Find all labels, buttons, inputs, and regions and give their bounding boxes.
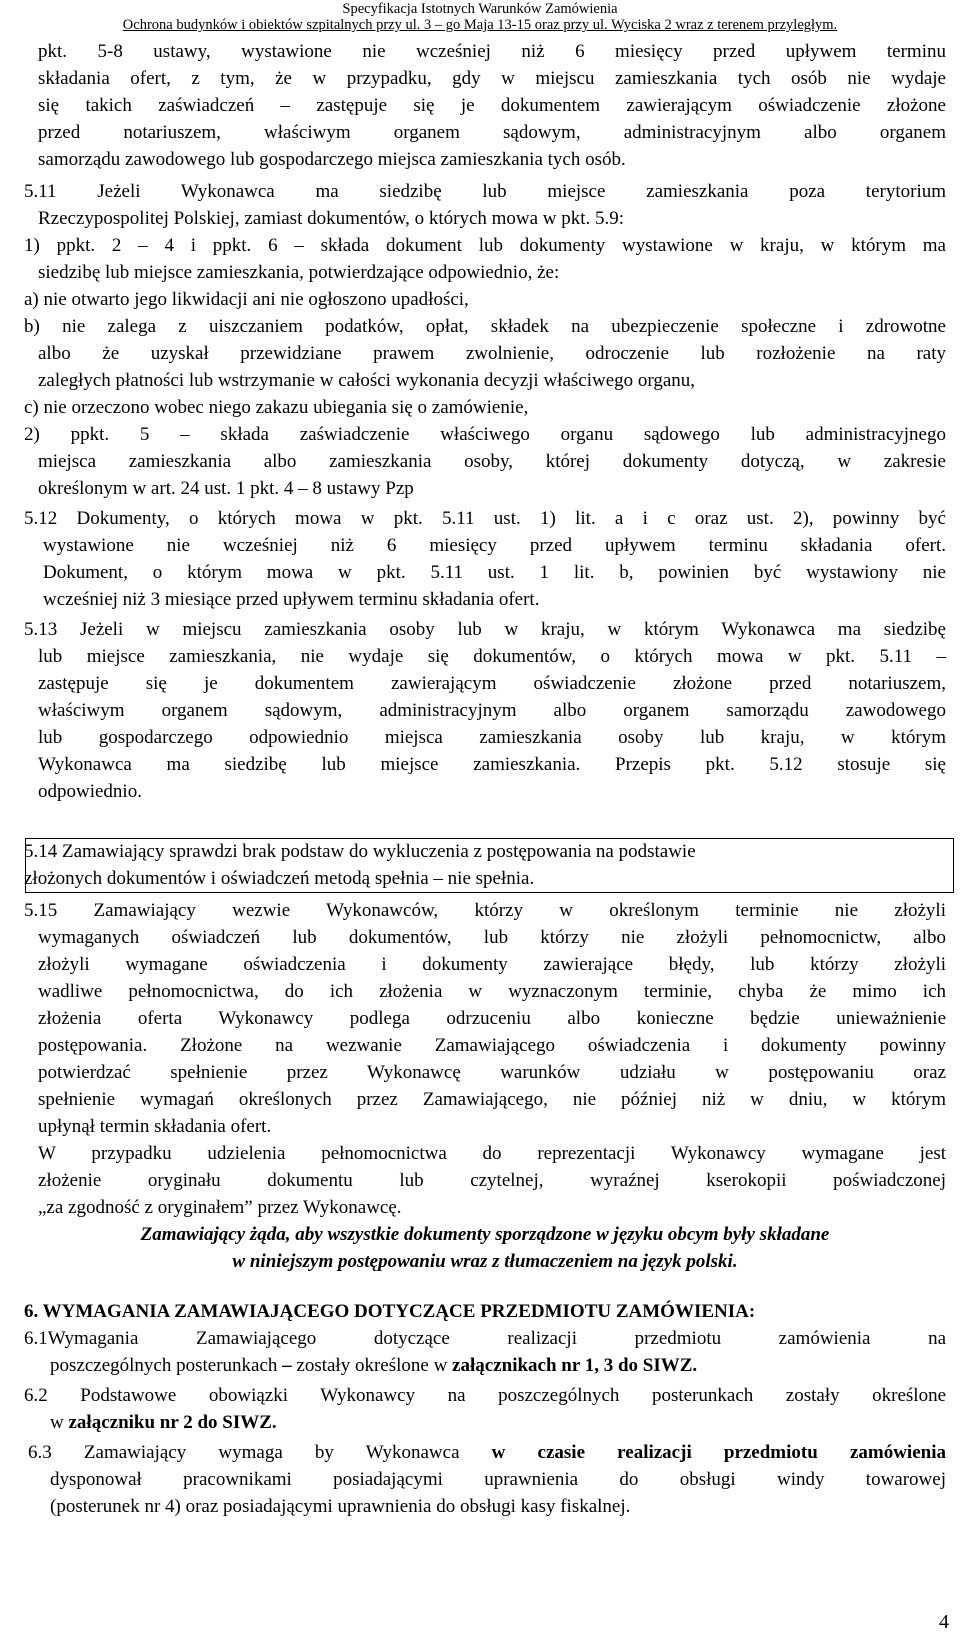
text-line: wcześniej niż 3 miesiące przed upływem terminu składania ofert. [43,589,540,610]
page-number: 4 [939,1611,949,1633]
text-line: zaległych płatności lub wstrzymanie w całości wykonania decyzji właściwego organu, [38,370,696,391]
text-line: Rzeczypospolitej Polskiej, zamiast dokumentów, o których mowa w pkt. 5.9: [38,208,625,229]
text-line: zastępuje się je dokumentem zawierającym oświadczenie złożone przed notariuszem, [38,673,946,694]
text-line: 5.11 Jeżeli Wykonawca ma siedzibę lub miejsce zamieszkania poza terytorium [24,181,946,202]
text-line: złożenia oferta Wykonawcy podlega odrzuceniu albo konieczne będzie unieważnienie [38,1008,946,1029]
text-line: 6.2 Podstawowe obowiązki Wykonawcy na poszczególnych posterunkach zostały określone [24,1385,946,1406]
text-line: 6.3 Zamawiający wymaga by Wykonawca w czasie realizacji przedmiotu zamówienia [28,1442,946,1463]
text-line: właściwym organem sądowym, administracyjnym albo organem samorządu zawodowego [38,700,946,721]
text-line: potwierdzać spełnienie przez Wykonawcę warunków udziału w postępowaniu oraz [38,1062,946,1083]
text-line: dysponował pracownikami posiadającymi uprawnienia do obsługi windy towarowej [50,1469,946,1490]
text-line: 5.14 Zamawiający sprawdzi brak podstaw do wykluczenia z postępowania na podstawie [24,841,696,862]
text-line: Dokument, o którym mowa w pkt. 5.11 ust. 1 lit. b, powinien być wystawiony nie [43,562,946,583]
text-line: złożyli wymagane oświadczenia i dokumenty zawierające błędy, lub którzy złożyli [38,954,946,975]
text-line: lub miejsce zamieszkania, nie wydaje się dokumentów, o których mowa w pkt. 5.11 – [38,646,946,667]
text-line: 5.12 Dokumenty, o których mowa w pkt. 5.11 ust. 1) lit. a i c oraz ust. 2), powinny być [24,508,946,529]
text-line: składania ofert, z tym, że w przypadku, gdy w miejscu zamieszkania tych osób nie wydaje [38,68,946,89]
text-line: lub gospodarczego odpowiednio miejsca zamieszkania osoby lub kraju, w którym [38,727,946,748]
text-line: 5.13 Jeżeli w miejscu zamieszkania osoby lub w kraju, w którym Wykonawca ma siedzibę [24,619,946,640]
text-line: złożonych dokumentów i oświadczeń metodą spełnia – nie spełnia. [24,868,535,889]
emphasis-line: w niniejszym postępowaniu wraz z tłumaczeniem na język polski. [232,1251,738,1272]
text-line: spełnienie wymagań określonych przez Zamawiającego, nie później niż w dniu, w którym [38,1089,946,1110]
text-line: 1) ppkt. 2 – 4 i ppkt. 6 – składa dokument lub dokumenty wystawione w kraju, w którym ma [24,235,946,256]
emphasis-line: Zamawiający żąda, aby wszystkie dokumenty sporządzone w języku obcym były składane [140,1224,830,1245]
text-line: Wykonawca ma siedzibę lub miejsce zamieszkania. Przepis pkt. 5.12 stosuje się [38,754,946,775]
text-line: 6.1Wymagania Zamawiającego dotyczące realizacji przedmiotu zamówienia na [24,1328,946,1349]
text-line: postępowania. Złożone na wezwanie Zamawiającego oświadczenia i dokumenty powinny [38,1035,946,1056]
text-line: miejsca zamieszkania albo zamieszkania osoby, której dokumenty dotyczą, w zakresie [38,451,946,472]
text-line: przed notariuszem, właściwym organem sądowym, administracyjnym albo organem [38,122,946,143]
text-line: (posterunek nr 4) oraz posiadającymi uprawnienia do obsługi kasy fiskalnej. [50,1496,631,1517]
text-line: wadliwe pełnomocnictwa, do ich złożenia w wyznaczonym terminie, chyba że mimo ich [38,981,946,1002]
text-line: pkt. 5-8 ustawy, wystawione nie wcześniej niż 6 miesięcy przed upływem terminu [38,41,946,62]
text-line: poszczególnych posterunkach – zostały określone w załącznikach nr 1, 3 do SIWZ. [50,1355,698,1376]
text-line: c) nie orzeczono wobec niego zakazu ubiegania się o zamówienie, [24,397,529,418]
text-line: b) nie zalega z uiszczaniem podatków, opłat, składek na ubezpieczenie społeczne i zdrowotne [24,316,946,337]
text-line: odpowiednio. [38,781,142,802]
text-line: siedzibę lub miejsce zamieszkania, potwierdzające odpowiednio, że: [38,262,560,283]
text-line: 5.15 Zamawiający wezwie Wykonawców, którzy w określonym terminie nie złożyli [24,900,946,921]
text-line: złożenie oryginału dokumentu lub czytelnej, wyraźnej kserokopii poświadczonej [38,1170,946,1191]
text-line: W przypadku udzielenia pełnomocnictwa do reprezentacji Wykonawcy wymagane jest [38,1143,946,1164]
text-line: się takich zaświadczeń – zastępuje się je dokumentem zawierającym oświadczenie złożone [38,95,946,116]
text-line: albo że uzyskał przewidziane prawem zwolnienie, odroczenie lub rozłożenie na raty [38,343,946,364]
text-line: w załączniku nr 2 do SIWZ. [50,1412,277,1433]
text-line: „za zgodność z oryginałem” przez Wykonawcę. [38,1197,402,1218]
text-line: wystawione nie wcześniej niż 6 miesięcy przed upływem terminu składania ofert. [43,535,946,556]
text-line: określonym w art. 24 ust. 1 pkt. 4 – 8 ustawy Pzp [38,478,414,499]
text-line: wymaganych oświadczeń lub dokumentów, lub którzy nie złożyli pełnomocnictw, albo [38,927,946,948]
text-line: a) nie otwarto jego likwidacji ani nie ogłoszono upadłości, [24,289,469,310]
text-line: samorządu zawodowego lub gospodarczego miejsca zamieszkania tych osób. [38,149,626,170]
header-subtitle: Ochrona budynków i obiektów szpitalnych przy ul. 3 – go Maja 13-15 oraz przy ul. Wyciska 2 wraz z terenem przyległym. [122,17,838,33]
header-title: Specyfikacja Istotnych Warunków Zamówienia [342,1,618,17]
text-line: 2) ppkt. 5 – składa zaświadczenie właściwego organu sądowego lub administracyjnego [24,424,946,445]
text-line: upłynął termin składania ofert. [38,1116,272,1137]
section-heading: 6. WYMAGANIA ZAMAWIAJĄCEGO DOTYCZĄCE PRZEDMIOTU ZAMÓWIENIA: [24,1301,756,1322]
